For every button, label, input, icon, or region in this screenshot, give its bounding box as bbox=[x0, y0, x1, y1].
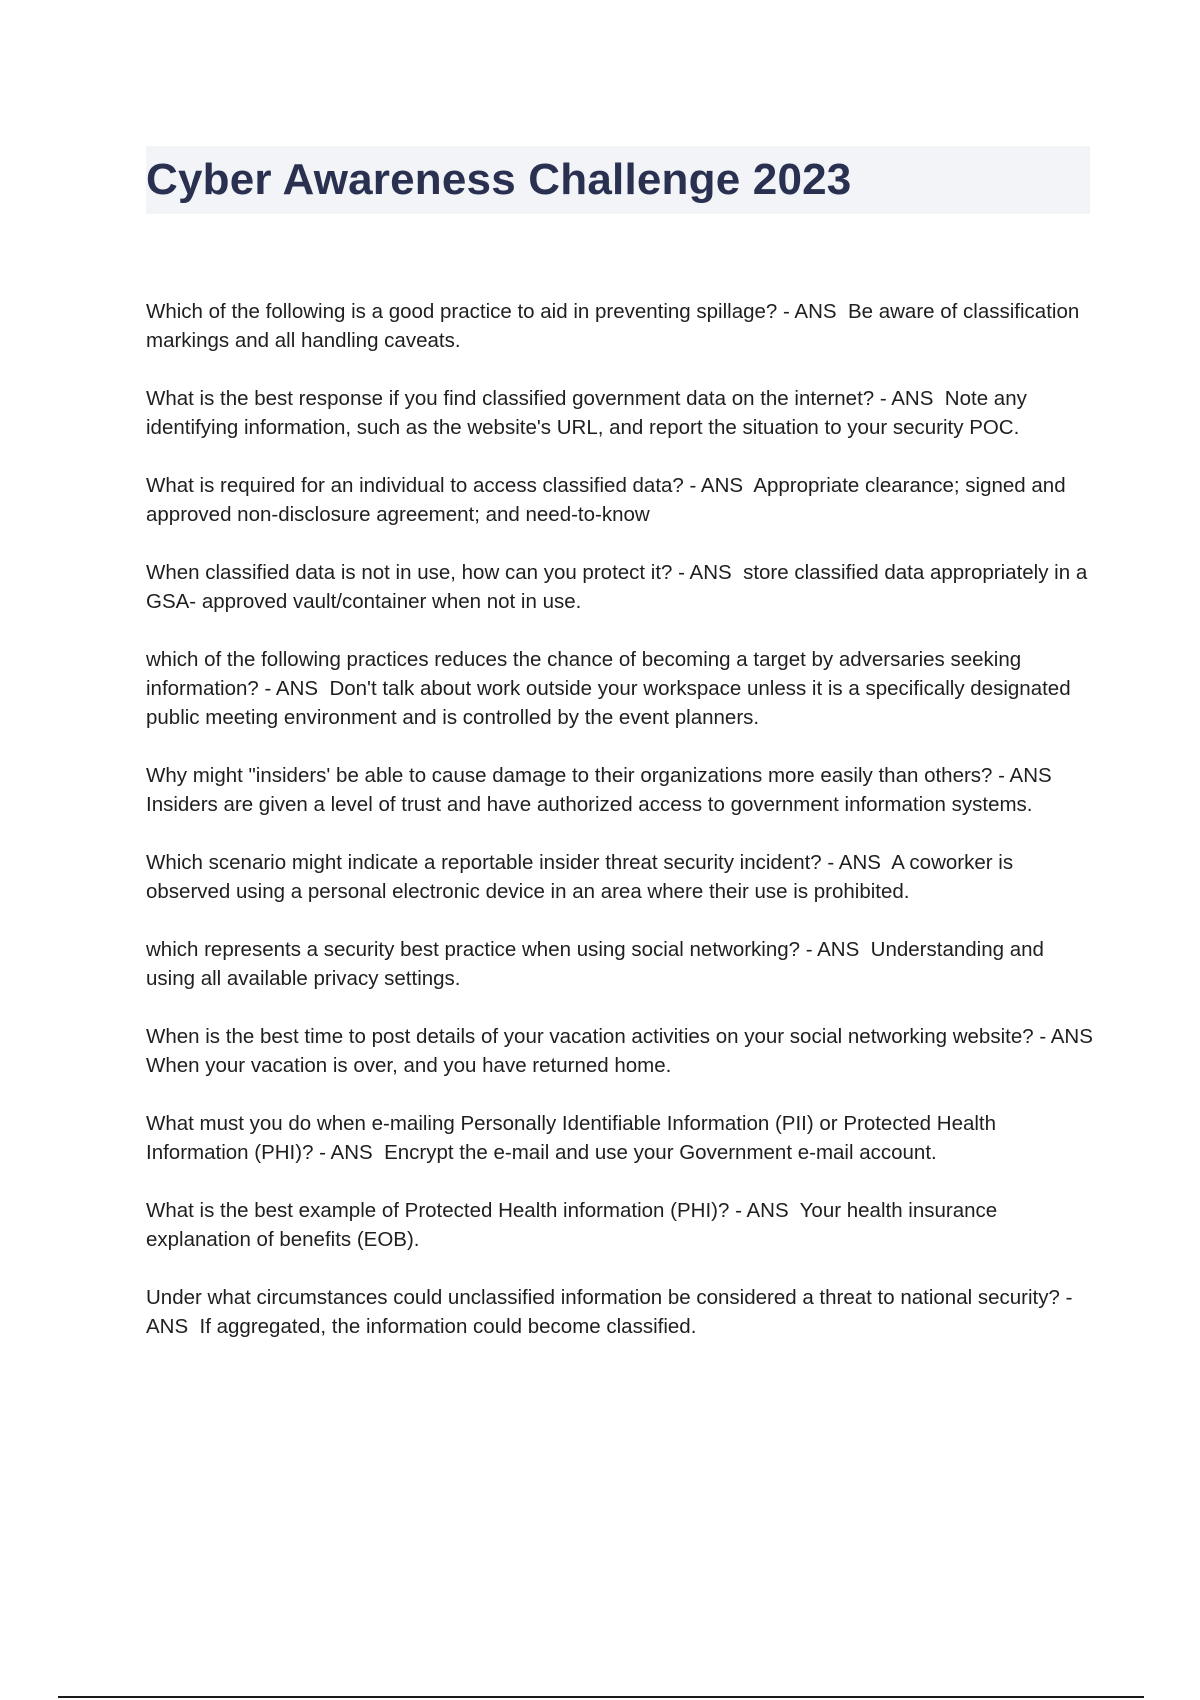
qa-item: which represents a security best practice when using social networking? - ANS Understanding and using all available privacy settings. bbox=[146, 938, 1050, 990]
qa-item: What is required for an individual to access classified data? - ANS Appropriate clearance; signed and approved non-disclosure agreement; and need-to-know bbox=[146, 474, 1072, 526]
page-bottom-rule bbox=[58, 1696, 1144, 1698]
document-title: Cyber Awareness Challenge 2023 bbox=[146, 155, 852, 204]
qa-item: When classified data is not in use, how can you protect it? - ANS store classified data appropriately in a GSA- approved vault/container when not in use. bbox=[146, 561, 1093, 613]
qa-item: which of the following practices reduces the chance of becoming a target by adversaries seeking information? - ANS Don't talk about work outside your workspace unless it is a specifically designated public meeting environment and is controlled by the event planners. bbox=[146, 648, 1077, 729]
qa-item: Which scenario might indicate a reportable insider threat security incident? - ANS A coworker is observed using a personal electronic device in an area where their use is prohibited. bbox=[146, 851, 1019, 903]
qa-item: When is the best time to post details of your vacation activities on your social networking website? - ANS When your vacation is over, and you have returned home. bbox=[146, 1025, 1105, 1077]
qa-item: Under what circumstances could unclassified information be considered a threat to national security? - ANS If aggregated, the information could become classified. bbox=[146, 1286, 1077, 1338]
qa-item: Which of the following is a good practice to aid in preventing spillage? - ANS Be aware of classification markings and all handling caveats. bbox=[146, 300, 1085, 352]
qa-item: What is the best response if you find classified government data on the internet? - ANS Note any identifying information, such as the website's URL, and report the situation to your security POC. bbox=[146, 387, 1033, 439]
qa-item: What is the best example of Protected Health information (PHI)? - ANS Your health insurance explanation of benefits (EOB). bbox=[146, 1199, 1003, 1251]
qa-list bbox=[146, 297, 1105, 1370]
qa-item: What must you do when e-mailing Personally Identifiable Information (PII) or Protected Health Information (PHI)? - ANS Encrypt the e-mail and use your Government e-mail account. bbox=[146, 1112, 1002, 1164]
qa-item: Why might "insiders' be able to cause damage to their organizations more easily than others? - ANS Insiders are given a level of trust and have authorized access to government information systems. bbox=[146, 764, 1064, 816]
